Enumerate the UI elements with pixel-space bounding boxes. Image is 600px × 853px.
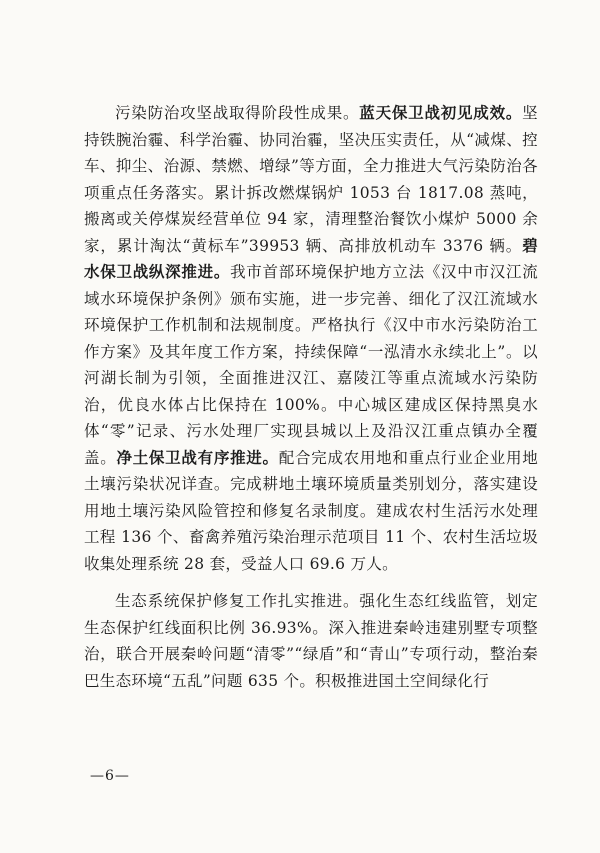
subheading-clear-water: 碧水保卫战纵深推进。 (84, 235, 538, 281)
subheading-blue-sky: 蓝天保卫战初见成效。 (359, 103, 523, 122)
document-body (84, 100, 538, 694)
page-number: —6— (90, 768, 130, 784)
paragraph-pollution-control (84, 100, 538, 577)
text-clear-water: 我市首部环境保护地方立法《汉中市汉江流域水环境保护条例》颁布实施，进一步完善、细化了汉江流域水环境保护工作机制和法规制度。严格执行《汉中市水污染防治工作方案》及其年度工作方案，持续保障“一泓清水永续北上”。以河湖长制为引领，全面推进汉江、嘉陵江等重点流域水污染防治，优良水体占比保持在 100%。中心城区建成区保持黑臭水体“零”记录、污水处理厂实现县城以上及沿汉江重点镇办全覆盖。 (84, 263, 539, 467)
text-blue-sky: 坚持铁腕治霾、科学治霾、协同治霾，坚决压实责任，从“减煤、控车、抑尘、治源、禁燃、增绿”等方面，全力推进大气污染防治各项重点任务落实。累计拆改燃煤锅炉 1053 台 1817.08 蒸吨，搬离或关停煤炭经营单位 94 家，清理整治餐饮小煤炉 5000 余家，累计淘汰“黄标车”39953 辆、高排放机动车 3376 辆。 (84, 104, 538, 255)
paragraph-ecosystem (84, 588, 538, 694)
subheading-clean-soil: 净土保卫战有序推进。 (116, 447, 279, 467)
text-ecosystem: 强化生态红线监管，划定生态保护红线面积比例 36.93%。深入推进秦岭违建别墅专项整治，联合开展秦岭问题“清零”“绿盾”和“青山”专项行动，整治秦巴生态环境“五乱”问题 635 个。积极推进国土空间绿化行 (84, 592, 538, 690)
text-clean-soil: 配合完成农用地和重点行业企业用地土壤污染状况详查。完成耕地土壤环境质量类别划分，落实建设用地土壤污染风险管控和修复名录制度。建成农村生活污水处理工程 136 个、畜禽养殖污染治理示范项目 11 个、农村生活垃圾收集处理系统 28 套，受益人口 69.6 万人。 (84, 448, 538, 573)
heading-ecosystem: 生态系统保护修复工作扎实推进。 (115, 592, 360, 610)
heading-pollution-control: 污染防治攻坚战取得阶段性成果。 (115, 104, 360, 122)
